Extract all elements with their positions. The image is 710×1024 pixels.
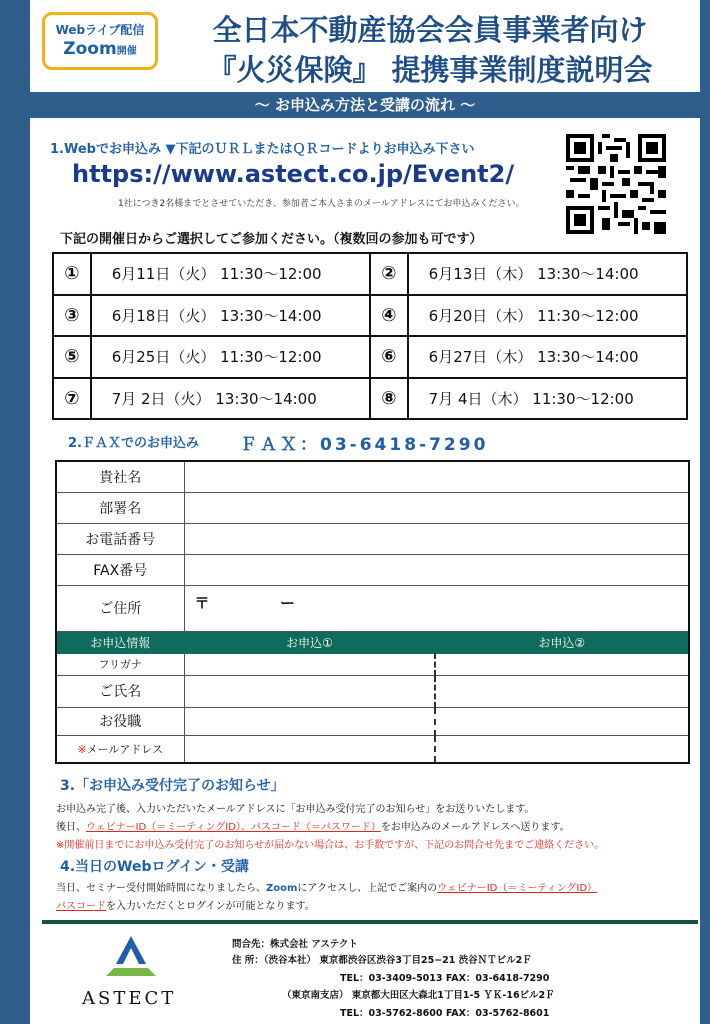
furigana-label: フリガナ bbox=[56, 653, 184, 675]
session-number: ① bbox=[53, 253, 91, 295]
title-line1: 全日本不動産協会会員事業者向け bbox=[212, 13, 648, 47]
contact-tel-hq: TEL：03-3409-5013 FAX：03-6418-7290 bbox=[340, 973, 550, 984]
session-date: 6月13日（木） 13:30〜14:00 bbox=[408, 253, 687, 295]
schedule-table bbox=[52, 252, 688, 420]
step4-zoom: Zoom bbox=[266, 883, 298, 894]
step4-line2-red: パスコード bbox=[56, 901, 106, 912]
schedule-row bbox=[53, 336, 687, 378]
flow-bar: 〜 お申込み方法と受講の流れ 〜 bbox=[30, 92, 700, 118]
step3-line2 bbox=[56, 818, 570, 833]
dept-label: 部署名 bbox=[56, 492, 184, 523]
info-header: お申込情報 bbox=[56, 631, 184, 653]
fax-application-form bbox=[55, 460, 690, 764]
mail-label bbox=[56, 735, 184, 763]
session-number: ② bbox=[370, 253, 408, 295]
session-number: ⑧ bbox=[370, 378, 408, 420]
session-date: 7月 2日（火） 13:30〜14:00 bbox=[91, 378, 370, 420]
session-date: 6月18日（火） 13:30〜14:00 bbox=[91, 295, 370, 337]
step4-line1-mid: にアクセスし、上記でご案内の bbox=[297, 883, 438, 894]
fax-no-field[interactable] bbox=[184, 554, 689, 585]
schedule-row bbox=[53, 295, 687, 337]
step3-line2-post: をお申込みのメールアドレスへ送ります。 bbox=[380, 822, 570, 833]
badge-held: 開催 bbox=[116, 46, 137, 57]
schedule-row bbox=[53, 378, 687, 420]
position-field-1[interactable] bbox=[184, 707, 435, 735]
step4-line1-red: ウェビナーID（＝ミーティングID） bbox=[437, 883, 598, 894]
apply1-header: お申込① bbox=[184, 631, 435, 653]
step4-line2 bbox=[56, 897, 315, 912]
step4-line2-post: を入力いただくとログインが可能となります。 bbox=[106, 901, 315, 912]
web-note: 1社につき2名様までとさせていただき、参加者ご本人さまのメールアドレスにてお申込みください。 bbox=[118, 199, 525, 209]
contact-address-south: （東京南支店） 東京都大田区大森北1丁目1-5 ＹＫ-16ビル2Ｆ bbox=[282, 990, 555, 1001]
postal-mark: 〒 ー bbox=[194, 593, 295, 612]
furigana-field-1[interactable] bbox=[184, 653, 435, 675]
session-date: 6月20日（木） 11:30〜12:00 bbox=[408, 295, 687, 337]
dept-field[interactable] bbox=[184, 492, 689, 523]
step4-heading: 4.当日のWebログイン・受講 bbox=[60, 859, 249, 875]
position-field-2[interactable] bbox=[435, 707, 689, 735]
position-label: お役職 bbox=[56, 707, 184, 735]
name-label: ご氏名 bbox=[56, 675, 184, 707]
mail-label-text: メールアドレス bbox=[86, 742, 164, 756]
title-line2: 『火災保険』 提携事業制度説明会 bbox=[207, 53, 653, 87]
session-date: 6月11日（火） 11:30〜12:00 bbox=[91, 253, 370, 295]
badge-zoom-text: Zoom bbox=[63, 39, 117, 59]
session-number: ⑥ bbox=[370, 336, 408, 378]
apply2-header: お申込② bbox=[435, 631, 689, 653]
astect-logo-text: ASTECT bbox=[82, 988, 177, 1009]
badge-zoom bbox=[45, 39, 155, 59]
session-number: ④ bbox=[370, 295, 408, 337]
footer-divider bbox=[42, 920, 698, 924]
address-field[interactable] bbox=[184, 585, 689, 631]
fax-heading: 2.ＦＡＸでのお申込み bbox=[68, 436, 199, 451]
qr-code-icon[interactable] bbox=[566, 134, 666, 234]
event-url-link[interactable]: https://www.astect.co.jp/Event2/ bbox=[72, 160, 515, 188]
zoom-badge bbox=[42, 12, 158, 70]
step4-line1-pre: 当日、セミナー受付開始時間になりましたら、 bbox=[56, 883, 266, 894]
fax-no-label: FAX番号 bbox=[56, 554, 184, 585]
astect-logo-icon bbox=[100, 934, 162, 978]
badge-line1: Webライブ配信 bbox=[55, 23, 145, 37]
mail-required-mark: ※ bbox=[77, 742, 87, 756]
session-date: 7月 4日（木） 11:30〜12:00 bbox=[408, 378, 687, 420]
date-pick-instruction: 下記の開催日からご選択してご参加ください。（複数回の参加も可です） bbox=[60, 232, 483, 247]
session-date: 6月27日（木） 13:30〜14:00 bbox=[408, 336, 687, 378]
address-label: ご住所 bbox=[56, 585, 184, 631]
furigana-field-2[interactable] bbox=[435, 653, 689, 675]
step3-line2-pre: 後日、 bbox=[56, 822, 86, 833]
company-field[interactable] bbox=[184, 461, 689, 492]
step3-line3: ※開催前日までにお申込み受付完了のお知らせが届かない場合は、お手数ですが、下記のお問合せ先までご連絡ください。 bbox=[56, 840, 605, 851]
session-number: ⑦ bbox=[53, 378, 91, 420]
name-field-2[interactable] bbox=[435, 675, 689, 707]
mail-field-2[interactable] bbox=[435, 735, 689, 763]
contact-address-hq: 住 所：（渋谷本社） 東京都渋谷区渋谷3丁目25−21 渋谷ＮＴビル2Ｆ bbox=[232, 955, 532, 966]
phone-field[interactable] bbox=[184, 523, 689, 554]
step3-line2-red: ウェビナーID（＝ミーティングID）、パスコード（＝パスワード） bbox=[86, 822, 381, 833]
contact-inquiry: 問合先：株式会社 アステクト bbox=[232, 939, 358, 950]
step3-heading: 3.「お申込み受付完了のお知らせ」 bbox=[60, 778, 285, 794]
contact-tel-south: TEL：03-5762-8600 FAX：03-5762-8601 bbox=[340, 1008, 550, 1019]
mail-field-1[interactable] bbox=[184, 735, 435, 763]
session-date: 6月25日（火） 11:30〜12:00 bbox=[91, 336, 370, 378]
name-field-1[interactable] bbox=[184, 675, 435, 707]
phone-label: お電話番号 bbox=[56, 523, 184, 554]
web-heading: 1.Webでお申込み ▼下記のＵＲＬまたはＱＲコードよりお申込み下さい bbox=[50, 142, 475, 157]
company-label: 貴社名 bbox=[56, 461, 184, 492]
step3-line1: お申込み完了後、入力いただいたメールアドレスに「お申込み受付完了のお知らせ」をお送りいたします。 bbox=[56, 804, 535, 815]
session-number: ③ bbox=[53, 295, 91, 337]
schedule-row bbox=[53, 253, 687, 295]
fax-number: ＦＡＸ：03-6418-7290 bbox=[240, 435, 489, 455]
step4-line1 bbox=[56, 879, 597, 894]
session-number: ⑤ bbox=[53, 336, 91, 378]
